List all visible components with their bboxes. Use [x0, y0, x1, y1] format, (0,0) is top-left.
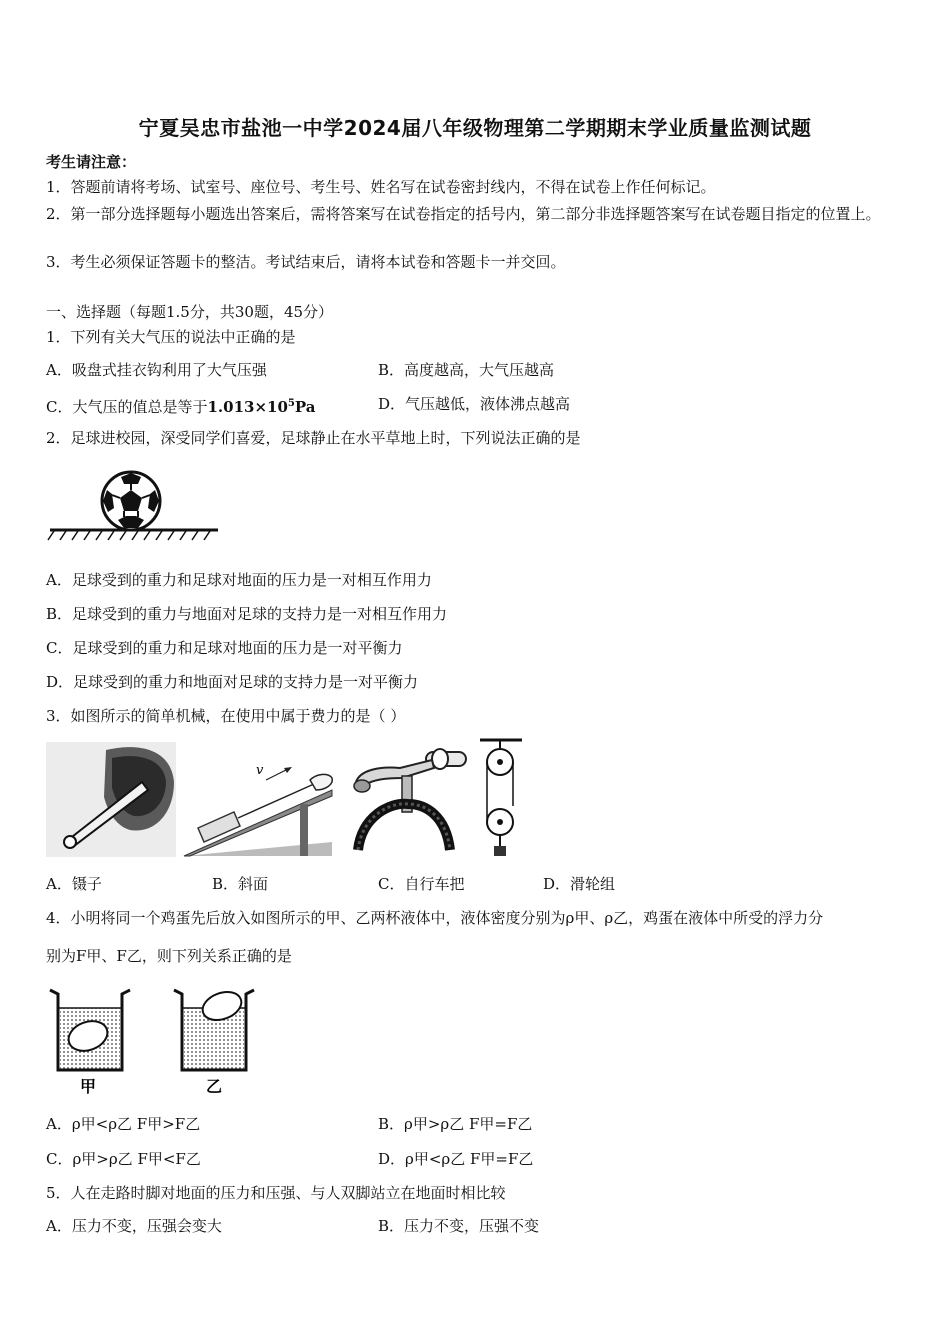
q3-stem: 3．如图所示的简单机械，在使用中属于费力的是（ ）	[46, 707, 406, 725]
q4-option-d: D．ρ甲<ρ乙 F甲=F乙	[378, 1150, 534, 1168]
exam-title: 宁夏吴忠市盐池一中学2024届八年级物理第二学期期末学业质量监测试题	[138, 116, 812, 140]
pulley-figure	[478, 738, 524, 858]
beaker-yi-label: 乙	[205, 1077, 223, 1096]
q2-option-c: C．足球受到的重力和足球对地面的压力是一对平衡力	[46, 639, 403, 657]
beaker-jia-icon	[50, 990, 130, 1070]
q5-stem: 5．人在走路时脚对地面的压力和压强、与人双脚站立在地面时相比较	[46, 1184, 506, 1202]
bicycle-handle-figure	[350, 746, 472, 856]
incline-velocity-label: v	[256, 763, 264, 778]
q1-option-c-exponent: 5	[287, 398, 295, 409]
q2-option-d: D．足球受到的重力和地面对足球的支持力是一对平衡力	[46, 673, 419, 691]
q5-option-b: B．压力不变，压强不变	[378, 1217, 540, 1235]
beaker-jia-label: 甲	[79, 1077, 97, 1096]
q1-option-c-prefix: C．大气压的值总是等于	[46, 398, 208, 416]
q3-option-d: D．滑轮组	[543, 875, 616, 893]
section-heading: 一、选择题（每题1.5分，共30题，45分）	[46, 303, 334, 321]
pulley-icon	[487, 740, 513, 856]
q2-option-a: A．足球受到的重力和足球对地面的压力是一对相互作用力	[46, 571, 432, 589]
hand-icon	[310, 774, 332, 790]
q1-option-d: D．气压越低，液体沸点越高	[378, 395, 571, 413]
q2-stem: 2．足球进校园，深受同学们喜爱，足球静止在水平草地上时，下列说法正确的是	[46, 429, 581, 447]
q3-option-a: A．镊子	[46, 875, 102, 893]
q4-option-c: C．ρ甲>ρ乙 F甲<F乙	[46, 1150, 201, 1168]
q1-option-c-unit: Pa	[294, 398, 316, 416]
q4-option-b: B．ρ甲>ρ乙 F甲=F乙	[378, 1115, 533, 1133]
q4-stem-line-2: 别为F甲、F乙，则下列关系正确的是	[46, 947, 292, 965]
q1-option-b: B．高度越高，大气压越高	[378, 361, 555, 379]
beaker-yi-icon	[174, 987, 254, 1070]
tweezers-figure	[46, 742, 176, 857]
q4-stem-line-1: 4．小明将同一个鸡蛋先后放入如图所示的甲、乙两杯液体中，液体密度分别为ρ甲、ρ乙，鸡蛋在液体中所受的浮力分	[46, 909, 824, 927]
q1-option-c	[46, 394, 315, 417]
football-figure	[46, 468, 222, 544]
q5-option-a: A．压力不变，压强会变大	[46, 1217, 222, 1235]
q3-option-c: C．自行车把	[378, 875, 465, 893]
q4-option-a: A．ρ甲<ρ乙 F甲>F乙	[46, 1115, 201, 1133]
notice-item-2: 2．第一部分选择题每小题选出答案后，需将答案写在试卷指定的括号内，第二部分非选择题答案写在试卷题目指定的位置上。	[46, 205, 881, 223]
football-icon	[102, 472, 160, 530]
notice-item-3: 3．考生必须保证答题卡的整洁。考试结束后，请将本试卷和答题卡一并交回。	[46, 253, 566, 271]
bicycle-handlebar-icon	[354, 749, 466, 850]
q3-option-b: B．斜面	[212, 875, 269, 893]
notice-item-1: 1．答题前请将考场、试室号、座位号、考生号、姓名写在试卷密封线内，不得在试卷上作任何标记。	[46, 178, 716, 196]
notice-heading: 考生请注意：	[46, 153, 137, 171]
q1-option-c-value: 1.013×10	[207, 398, 288, 416]
ground-surface	[48, 530, 218, 540]
q1-option-a: A．吸盘式挂衣钩利用了大气压强	[46, 361, 267, 379]
beakers-figure	[46, 986, 266, 1098]
q2-option-b: B．足球受到的重力与地面对足球的支持力是一对相互作用力	[46, 605, 448, 623]
incline-figure	[182, 752, 342, 860]
q1-stem: 1．下列有关大气压的说法中正确的是	[46, 328, 296, 346]
